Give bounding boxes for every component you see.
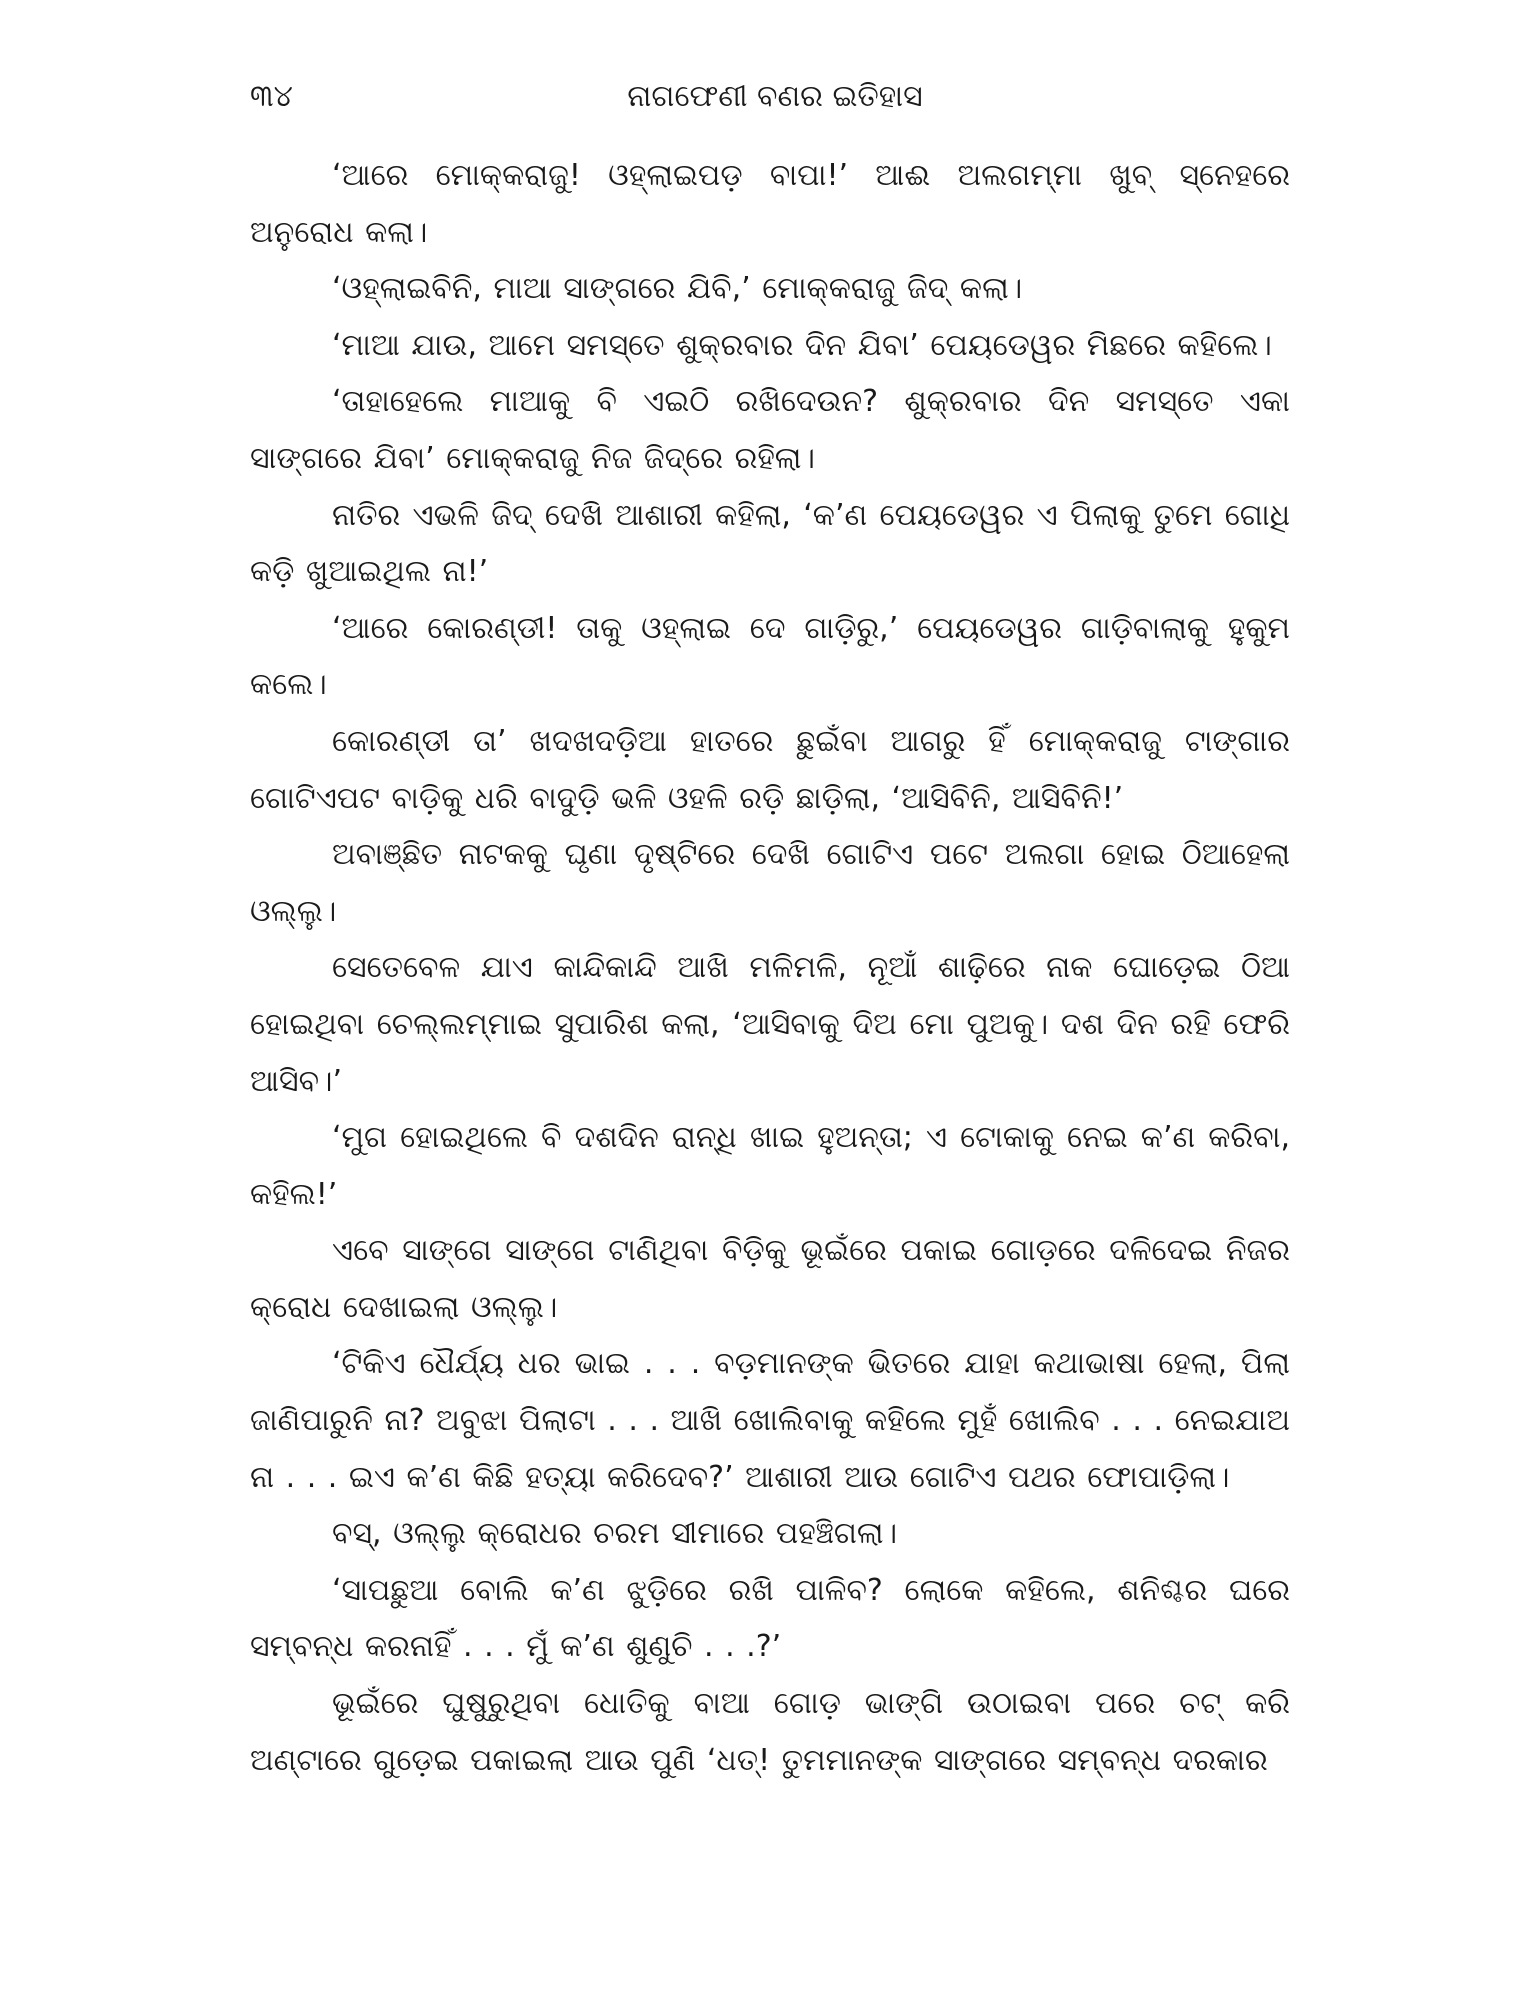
paragraph: ବସ୍, ଓଲ୍ଲୁ କ୍ରୋଧର ଚରମ ସୀମାରେ ପହଞ୍ଚିଗଲା। [332, 1516, 898, 1552]
paragraph: ‘ଟିକିଏ ଧୈର୍ଯ୍ୟ ଧର ଭାଇ . . . ବଡ଼ମାନଙ୍କ ଭିତରେ ଯାହା କଥାଭାଷା ହେଲା, ପିଲା ଜାଣିପାରୁନି ନା? ଅବୁଝା ପିଲାଟା . . . ଆଖି ଖୋଲିବାକୁ କହିଲେ ମୁହଁ ଖୋଲିବ . . . ନେଇଯାଅ ନା . . . ଇଏ କ’ଣ କିଛି ହତ୍ୟା କରିଦେବ?’ ଆଶାରୀ ଆଉ ଗୋଟିଏ ପଥର ଫୋପାଡ଼ିଲା। [250, 1346, 1290, 1495]
paragraph: କୋରଣ୍ଡୀ ତା’ ଖଦଖଦଡ଼ିଆ ହାତରେ ଛୁଇଁବା ଆଗରୁ ହିଁ ମୋକ୍କରାଜୁ ଟାଙ୍ଗାର ଗୋଟିଏପଟ ବାଡ଼ିକୁ ଧରି ବାଦୁଡ଼ି ଭଳି ଓହଳି ରଡ଼ି ଛାଡ଼ିଲା, ‘ଆସିବିନି, ଆସିବିନି!’ [250, 723, 1290, 816]
paragraph: ‘ଆରେ କୋରଣ୍ଡୀ! ତାକୁ ଓହ୍ଲାଇ ଦେ ଗାଡ଼ିରୁ,’ ପେୟଡେୱର ଗାଡ଼ିବାଲାକୁ ହୁକୁମ କଲେ। [250, 610, 1290, 703]
paragraph: ଭୂଇଁରେ ଘୁଷୁରୁଥିବା ଧୋତିକୁ ବାଆ ଗୋଡ଼ ଭାଙ୍ଗି ଉଠାଇବା ପରେ ଚଟ୍ କରି ଅଣ୍ଟାରେ ଗୁଡ଼େଇ ପକାଇଲା ଆଉ ପୁଣି ‘ଧତ୍! ତୁମମାନଙ୍କ ସାଙ୍ଗରେ ସମ୍ବନ୍ଧ ଦରକାର [250, 1686, 1290, 1778]
paragraph: ନାତିର ଏଭଳି ଜିଦ୍ ଦେଖି ଆଶାରୀ କହିଲା, ‘କ’ଣ ପେୟଡେୱର ଏ ପିଲାକୁ ତୁମେ ଗୋଧି କଡ଼ି ଖୁଆଇଥିଲ ନା!’ [250, 497, 1290, 590]
paragraph: ‘ମୁଗ ହୋଇଥିଲେ ବି ଦଶଦିନ ରାନ୍ଧି ଖାଇ ହୁଅନ୍ତା; ଏ ଟୋକାକୁ ନେଇ କ’ଣ କରିବା, କହିଲ!’ [250, 1120, 1290, 1212]
page-header [250, 72, 1300, 122]
paragraph: ଏବେ ସାଙ୍ଗେ ସାଙ୍ଗେ ଟାଣିଥିବା ବିଡ଼ିକୁ ଭୂଇଁରେ ପକାଇ ଗୋଡ଼ରେ ଦଳିଦେଇ ନିଜର କ୍ରୋଧ ଦେଖାଇଲା ଓଲ୍ଲୁ। [250, 1233, 1290, 1325]
running-title: ନାଗଫେଣୀ ବଣର ଇତିହାସ [627, 79, 923, 114]
paragraph: ଅବାଞ୍ଛିତ ନାଟକକୁ ଘୃଣା ଦୃଷ୍ଟିରେ ଦେଖି ଗୋଟିଏ ପଟେ ଅଲଗା ହୋଇ ଠିଆହେଲା ଓଲ୍ଲୁ। [250, 837, 1290, 929]
paragraph: ‘ଓହ୍ଲାଇବିନି, ମାଆ ସାଙ୍ଗରେ ଯିବି,’ ମୋକ୍କରାଜୁ ଜିଦ୍ କଲା। [332, 271, 1023, 307]
paragraph: ‘ଆରେ ମୋକ୍କରାଜୁ! ଓହ୍ଲାଇପଡ଼ ବାପା!’ ଆଈ ଅଲଗମ୍ମା ଖୁବ୍ ସ୍ନେହରେ ଅନୁରୋଧ କଲା। [250, 158, 1290, 250]
paragraph: ‘ମାଆ ଯାଉ, ଆମେ ସମସ୍ତେ ଶୁକ୍ରବାର ଦିନ ଯିବା’ ପେୟଡେୱର ମିଛରେ କହିଲେ। [332, 327, 1272, 363]
paragraph: ‘ତାହାହେଲେ ମାଆକୁ ବି ଏଇଠି ରଖିଦେଉନ? ଶୁକ୍ରବାର ଦିନ ସମସ୍ତେ ଏକା ସାଙ୍ଗରେ ଯିବା’ ମୋକ୍କରାଜୁ ନିଜ ଜିଦ୍‌ରେ ରହିଲା। [250, 384, 1290, 476]
body-text [250, 148, 1290, 1789]
paragraph: ‘ସାପଛୁଆ ବୋଲି କ’ଣ ଝୁଡ଼ିରେ ରଖି ପାଳିବ? ଲୋକେ କହିଲେ, ଶନିଶ୍ଚର ଘରେ ସମ୍ବନ୍ଧ କରନାହିଁ . . . ମୁଁ କ’ଣ ଶୁଣୁଚି . . .?’ [250, 1572, 1290, 1665]
paragraph: ସେତେବେଳ ଯାଏ କାନ୍ଦିକାନ୍ଦି ଆଖି ମଳିମଳି, ନୂଆଁ ଶାଢ଼ିରେ ନାକ ଘୋଡ଼େଇ ଠିଆ ହୋଇଥିବା ଚେଲ୍ଲମ୍ମାଇ ସୁପାରିଶ କଲା, ‘ଆସିବାକୁ ଦିଅ ମୋ ପୁଅକୁ। ଦଶ ଦିନ ରହି ଫେରି ଆସିବ।’ [250, 950, 1290, 1099]
page-number: ୩୪ [250, 79, 293, 114]
